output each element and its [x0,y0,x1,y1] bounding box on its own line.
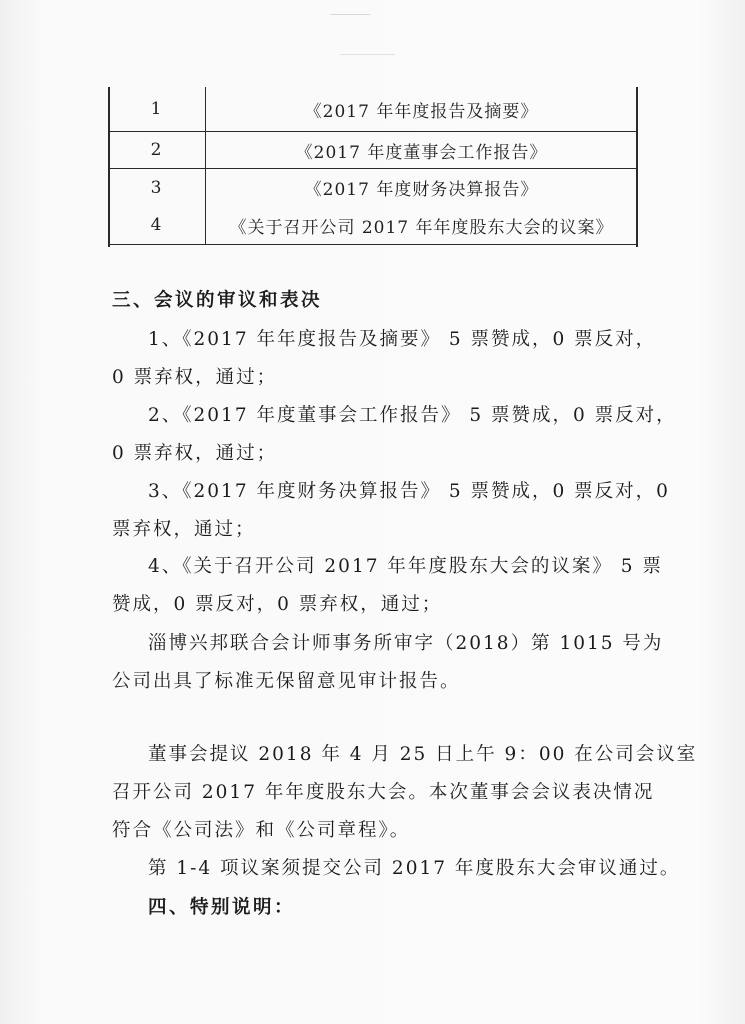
vote-item-2-line1: 2、《2017 年度董事会工作报告》 5 票赞成，0 票反对， [148,405,677,426]
proposal-line2: 召开公司 2017 年年度股东大会。本次董事会会议表决情况 [112,782,655,803]
agenda-title: 《2017 年度董事会工作报告》 [206,132,638,169]
audit-report-line2: 公司出具了标准无保留意见审计报告。 [112,671,461,692]
vote-item-2-line2: 0 票弃权，通过； [112,443,278,464]
agenda-title: 《2017 年年度报告及摘要》 [206,87,638,132]
table-row [108,87,637,132]
vote-item-3-line2: 票弃权，通过； [112,519,256,540]
proposal-line3: 符合《公司法》和《公司章程》。 [112,820,411,841]
agenda-number: 4 [108,206,206,245]
proposal-line1: 董事会提议 2018 年 4 月 25 日上午 9：00 在公司会议室 [148,744,698,765]
agenda-title: 《关于召开公司 2017 年年度股东大会的议案》 [206,206,638,245]
vote-item-4-line1: 4、《关于召开公司 2017 年年度股东大会的议案》 5 票 [148,556,663,577]
audit-report-line1: 淄博兴邦联合会计师事务所审字（2018）第 1015 号为 [148,633,664,654]
agenda-number: 2 [108,132,206,169]
proposal-line4: 第 1-4 项议案须提交公司 2017 年度股东大会审议通过。 [148,858,681,879]
agenda-title: 《2017 年度财务决算报告》 [304,180,539,200]
section3-heading: 三、会议的审议和表决 [112,290,323,311]
vote-item-1-line1: 1、《2017 年年度报告及摘要》 5 票赞成，0 票反对， [148,329,657,350]
vote-item-3-line1: 3、《2017 年度财务决算报告》 5 票赞成，0 票反对，0 [148,481,670,502]
vote-item-1-line2: 0 票弃权，通过； [112,367,278,388]
vote-item-4-line2: 赞成，0 票反对，0 票弃权，通过； [112,594,443,615]
scan-artifact [330,14,370,15]
table-row [108,169,637,207]
section4-heading: 四、特别说明： [148,897,296,918]
table-row [108,132,637,169]
scan-artifact [340,54,395,55]
agenda-number: 3 [108,169,206,207]
table-row [108,206,637,245]
agenda-table [108,87,637,245]
agenda-number: 1 [108,87,206,132]
